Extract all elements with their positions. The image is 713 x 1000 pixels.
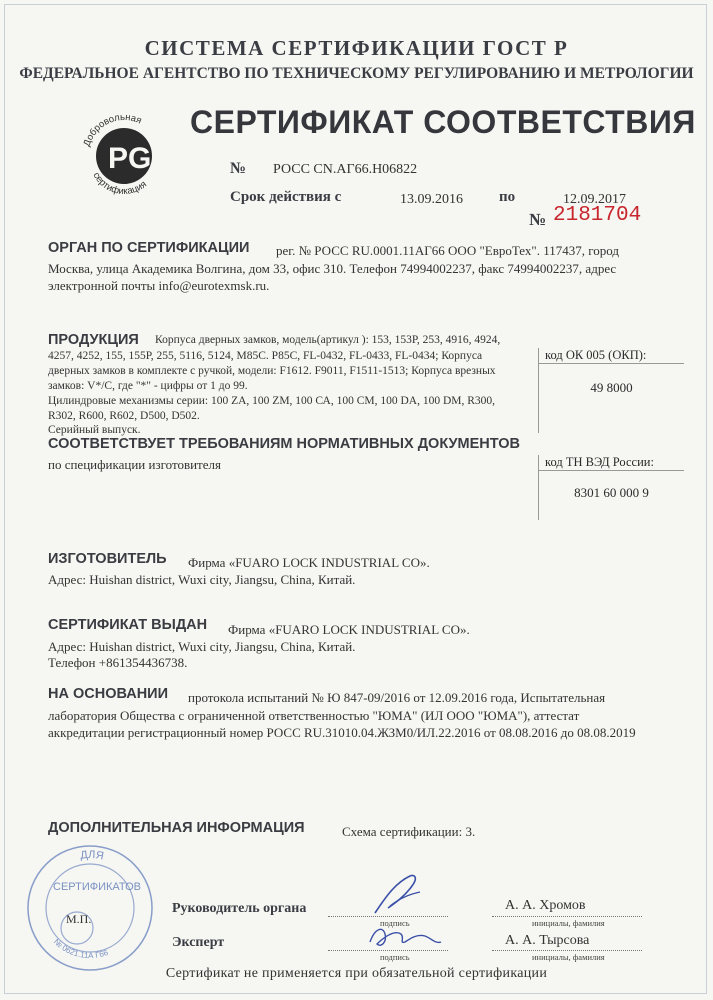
- logo-bottom-text: сертификация: [90, 170, 149, 198]
- head-signature-icon: [370, 868, 430, 918]
- manufacturer-title: ИЗГОТОВИТЕЛЬ: [48, 551, 167, 567]
- basis-line-3: аккредитации регистрационный номер РОСС RU.31010.04.ЖЗМ0/ИЛ.22.2016 от 08.08.2016 до 08.08.2019: [48, 725, 636, 740]
- serial-label: №: [529, 210, 547, 229]
- authority-line-2: Москва, улица Академика Волгина, дом 33, офис 310. Телефон 74994002237, факс 74994002237, адрес: [48, 261, 617, 276]
- manufacturer-address: Адрес: Huishan district, Wuxi city, Jiangsu, China, Китай.: [48, 572, 356, 587]
- okp-code-label: код ОК 005 (ОКП):: [545, 348, 647, 362]
- issued-phone: Телефон +861354436738.: [48, 655, 188, 670]
- rst-logo-icon: [76, 104, 172, 200]
- product-line-3: дверных замков в комплекте с ручкой, модели: F1612. F9011, F1511-1513; Корпуса врезных: [48, 365, 496, 377]
- okp-code-box: [538, 348, 684, 433]
- head-sign-caption: подпись: [380, 918, 410, 928]
- certificate-number: РОСС CN.АГ66.Н06822: [273, 162, 418, 177]
- manufacturer-name: Фирма «FUARO LOCK INDUSTRIAL CO».: [188, 555, 430, 570]
- stamp-text-bottom: № 0621.11А Г66: [51, 937, 110, 961]
- extra-info-title: ДОПОЛНИТЕЛЬНАЯ ИНФОРМАЦИЯ: [48, 820, 305, 836]
- stamp-text-top: ДЛЯ: [79, 848, 105, 863]
- head-name-caption: инициалы, фамилия: [532, 918, 605, 928]
- extra-info-text: Схема сертификации: 3.: [342, 824, 476, 839]
- expert-label: Эксперт: [172, 935, 225, 950]
- logo-top-text: Добровольная: [81, 111, 144, 149]
- mp-label: М.П.: [66, 912, 92, 926]
- tnved-code-value: 8301 60 000 9: [574, 485, 649, 500]
- head-name: А. А. Хромов: [505, 898, 586, 913]
- conformity-title: СООТВЕТСТВУЕТ ТРЕБОВАНИЯМ НОРМАТИВНЫХ ДОКУМЕНТОВ: [48, 436, 521, 452]
- valid-from: 13.09.2016: [400, 192, 463, 207]
- product-line-4: замков: V*/C, где "*" - цифры от 1 до 99.: [48, 380, 248, 392]
- conformity-text: по спецификации изготовителя: [48, 457, 221, 472]
- serial-number: 2181704: [553, 204, 642, 227]
- logo-mark: PG: [108, 142, 152, 175]
- expert-sign-caption: подпись: [380, 952, 410, 962]
- svg-text:ДЛЯ: [80, 849, 105, 863]
- head-label: Руководитель органа: [172, 901, 307, 916]
- validity-label: Срок действия с: [230, 189, 342, 205]
- number-label: №: [230, 160, 247, 177]
- certificate-title: СЕРТИФИКАТ СООТВЕТСТВИЯ: [190, 104, 696, 140]
- issued-title: СЕРТИФИКАТ ВЫДАН: [48, 617, 208, 633]
- basis-line-1: протокола испытаний № Ю 847-09/2016 от 12.09.2016 года, Испытательная: [188, 690, 606, 705]
- valid-to-label: по: [499, 189, 516, 205]
- stamp-text-mid: СЕРТИФИКАТОВ: [53, 881, 142, 893]
- product-line-1: Корпуса дверных замков, модель(артикул ): 153, 153Р, 253, 4916, 4924,: [155, 334, 501, 346]
- tnved-code-label: код ТН ВЭД России:: [545, 455, 654, 469]
- valid-to: 12.09.2017: [563, 192, 626, 207]
- svg-text:№ 0621.11А Г66: [52, 937, 110, 960]
- authority-line-1: рег. № РОСС RU.0001.11АГ66 ООО "ЕвроТех". 117437, город: [276, 243, 619, 258]
- system-heading: СИСТЕМА СЕРТИФИКАЦИИ ГОСТ Р: [144, 36, 569, 60]
- tnved-code-box: [538, 455, 684, 520]
- agency-heading: ФЕДЕРАЛЬНОЕ АГЕНТСТВО ПО ТЕХНИЧЕСКОМУ РЕГУЛИРОВАНИЮ И МЕТРОЛОГИИ: [19, 65, 694, 82]
- product-line-7: Серийный выпуск.: [48, 424, 141, 436]
- footer-note: Сертификат не применяется при обязательной сертификации: [165, 966, 548, 981]
- issued-name: Фирма «FUARO LOCK INDUSTRIAL CO».: [228, 622, 470, 637]
- issued-address: Адрес: Huishan district, Wuxi city, Jiangsu, China, Китай.: [48, 639, 356, 654]
- certification-stamp: [15, 830, 165, 980]
- product-line-6: R302, R600, R602, D500, D502.: [48, 410, 200, 422]
- authority-line-3: электронной почты info@eurotexmsk.ru.: [48, 278, 270, 293]
- expert-name: А. А. Тырсова: [505, 933, 590, 948]
- okp-code-value: 49 8000: [590, 380, 633, 395]
- expert-signature-icon: [365, 920, 445, 956]
- product-line-5: Цилиндровые механизмы серии: 100 ZA, 100 ZM, 100 СА, 100 СМ, 100 DA, 100 DM, R300,: [48, 395, 496, 407]
- basis-title: НА ОСНОВАНИИ: [48, 686, 169, 702]
- basis-line-2: лаборатория Общества с ограниченной ответственностью "ЮМА" (ИЛ ООО "ЮМА"), аттестат: [48, 708, 580, 723]
- product-line-2: 4257, 4252, 155, 155Р, 255, 5116, 5124, М85С. Р85С, FL-0432, FL-0433, FL-0434; Корпуса: [48, 350, 483, 362]
- product-title: ПРОДУКЦИЯ: [48, 332, 139, 348]
- authority-title: ОРГАН ПО СЕРТИФИКАЦИИ: [48, 240, 250, 256]
- stamp-icon: [15, 830, 165, 980]
- expert-name-caption: инициалы, фамилия: [532, 952, 605, 962]
- gost-logo: [76, 104, 172, 200]
